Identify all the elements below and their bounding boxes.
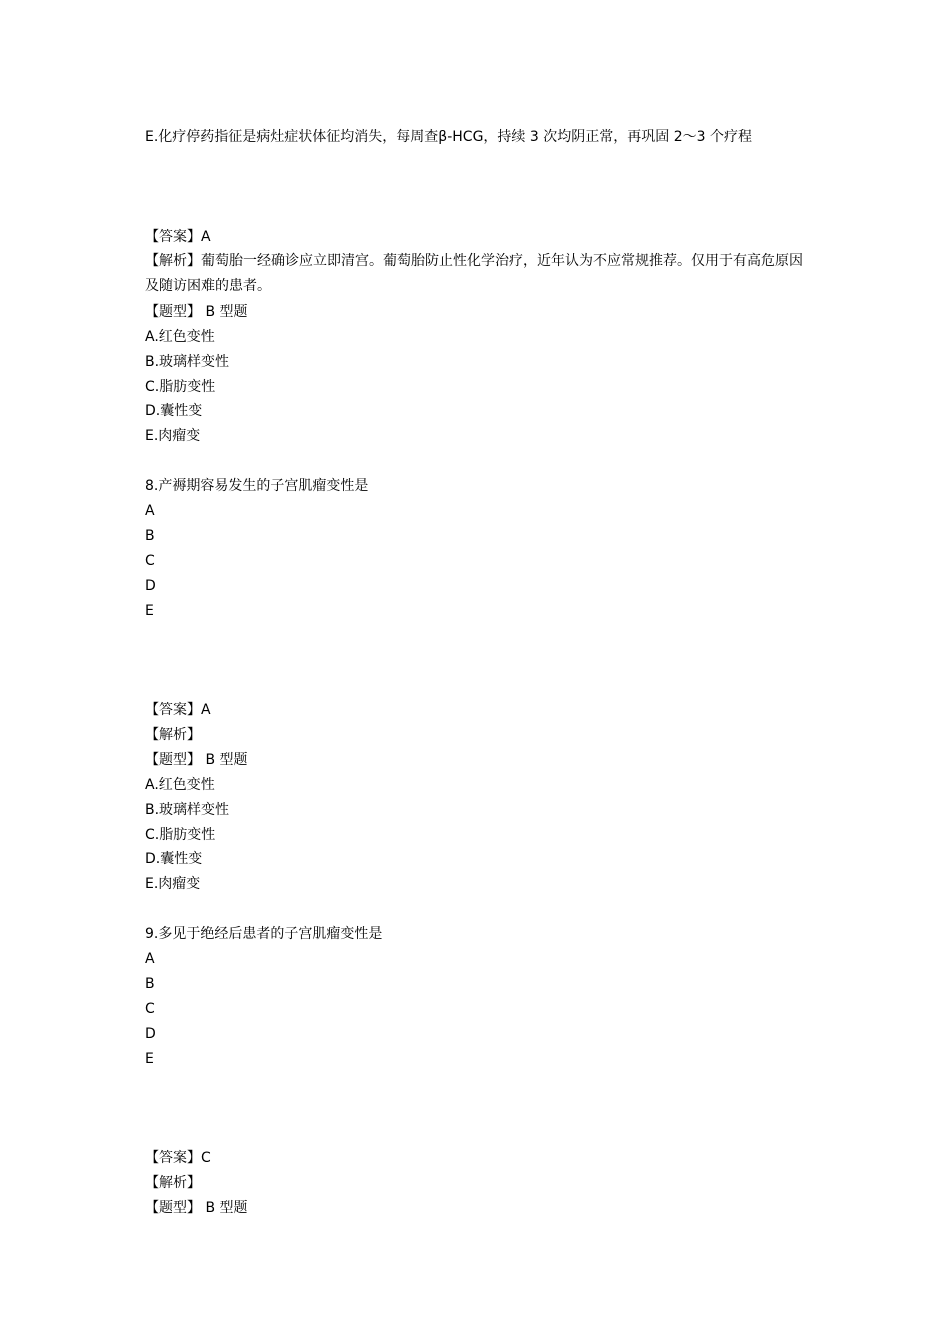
question-9: 9.多见于绝经后患者的子宫肌瘤变性是	[145, 926, 383, 942]
analysis-text: 【解析】葡萄胎一经确诊应立即清宫。葡萄胎防止性化学治疗，近年认为不应常规推荐。仅用于有高危原因及随访困难的患者。	[145, 253, 803, 294]
question-8: 8.产褥期容易发生的子宫肌瘤变性是	[145, 478, 369, 494]
analysis-text: 【解析】	[145, 1175, 201, 1191]
choice-e: E	[145, 603, 154, 619]
option-c: C.脂肪变性	[145, 827, 216, 843]
choice-c: C	[145, 553, 155, 569]
answer-line: 【答案】A	[145, 702, 211, 718]
analysis-text: 【解析】	[145, 727, 201, 743]
option-d: D.囊性变	[145, 403, 203, 419]
question-type: 【题型】 B 型题	[145, 304, 248, 320]
option-b: B.玻璃样变性	[145, 354, 230, 370]
option-e-text: E.化疗停药指征是病灶症状体征均消失，每周查β-HCG，持续 3 次均阴正常，再巩固 2～3 个疗程	[145, 129, 752, 145]
question-type: 【题型】 B 型题	[145, 752, 248, 768]
choice-c: C	[145, 1001, 155, 1017]
option-e: E.肉瘤变	[145, 876, 201, 892]
option-d: D.囊性变	[145, 851, 203, 867]
choice-a: A	[145, 951, 155, 967]
question-type: 【题型】 B 型题	[145, 1200, 248, 1216]
choice-e: E	[145, 1051, 154, 1067]
option-b: B.玻璃样变性	[145, 802, 230, 818]
choice-b: B	[145, 976, 155, 992]
choice-d: D	[145, 1026, 156, 1042]
option-c: C.脂肪变性	[145, 379, 216, 395]
option-a: A.红色变性	[145, 777, 215, 793]
choice-a: A	[145, 503, 155, 519]
choice-d: D	[145, 578, 156, 594]
answer-line: 【答案】A	[145, 229, 211, 245]
option-a: A.红色变性	[145, 329, 215, 345]
answer-line: 【答案】C	[145, 1150, 211, 1166]
choice-b: B	[145, 528, 155, 544]
option-e: E.肉瘤变	[145, 428, 201, 444]
